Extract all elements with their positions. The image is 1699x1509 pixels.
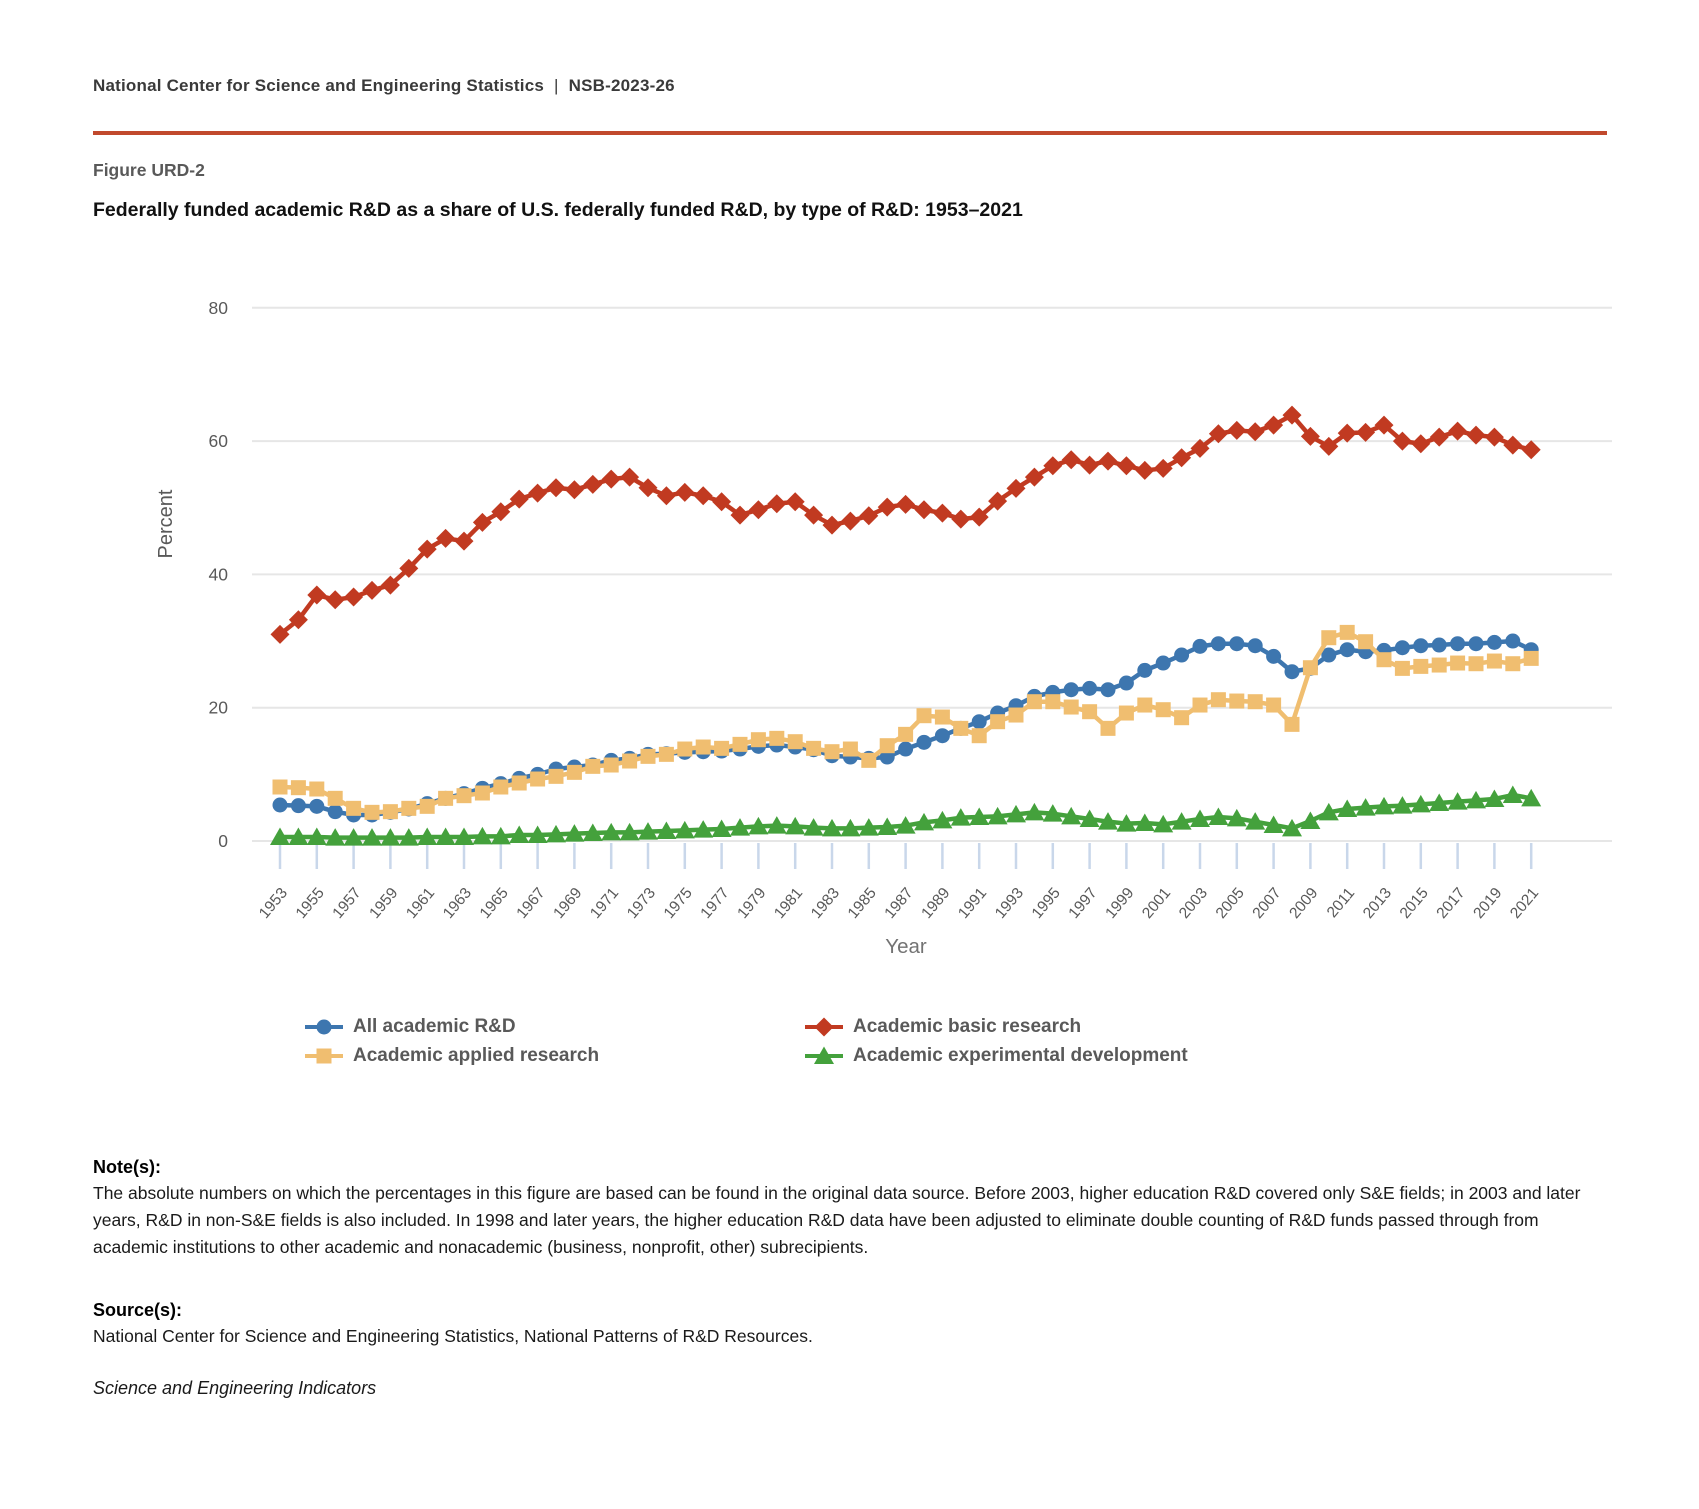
data-point-2019 xyxy=(1485,428,1504,447)
data-point-2006 xyxy=(1246,422,1265,441)
data-point-2006 xyxy=(1248,638,1263,653)
y-tick-label-0: 0 xyxy=(218,831,228,851)
y-tick-label-60: 60 xyxy=(208,431,228,452)
data-point-2015 xyxy=(1413,638,1428,653)
x-tick-label-1983: 1983 xyxy=(807,884,844,922)
data-point-1976 xyxy=(696,740,711,755)
data-point-2020 xyxy=(1503,436,1522,455)
data-point-2002 xyxy=(1174,648,1189,663)
data-point-1969 xyxy=(567,765,582,780)
x-tick-label-2013: 2013 xyxy=(1359,884,1396,922)
data-point-1984 xyxy=(841,512,860,531)
data-point-1971 xyxy=(604,758,619,773)
publication-footer: Science and Engineering Indicators xyxy=(93,1378,377,1398)
data-point-1997 xyxy=(1082,681,1097,696)
data-point-1972 xyxy=(622,754,637,769)
data-point-2015 xyxy=(1411,434,1430,453)
x-tick-label-1967: 1967 xyxy=(513,884,549,922)
data-point-1970 xyxy=(583,475,602,494)
x-tick-label-1961: 1961 xyxy=(403,884,439,922)
legend-marker xyxy=(317,1049,332,1064)
data-point-1997 xyxy=(1082,704,1097,719)
figure-title: Federally funded academic R&D as a share of U.S. federally funded R&D, by type of R&D: 1953–2021 xyxy=(93,199,1023,221)
legend-label: Academic experimental development xyxy=(853,1045,1188,1066)
legend-label: Academic basic research xyxy=(853,1016,1082,1037)
square-marker-icon xyxy=(303,1045,345,1067)
x-tick-label-1995: 1995 xyxy=(1028,884,1064,922)
x-tick-label-1977: 1977 xyxy=(697,884,733,922)
x-tick-label-1971: 1971 xyxy=(587,884,623,922)
data-point-2019 xyxy=(1487,654,1502,669)
x-tick-label-1981: 1981 xyxy=(771,884,807,922)
data-point-2013 xyxy=(1377,652,1392,667)
data-point-2009 xyxy=(1300,812,1320,830)
data-point-2015 xyxy=(1413,659,1428,674)
data-point-2021 xyxy=(1522,440,1541,459)
data-point-1953 xyxy=(273,798,288,813)
data-point-1997 xyxy=(1080,456,1099,475)
data-point-2009 xyxy=(1303,660,1318,675)
data-point-1956 xyxy=(328,791,343,806)
x-tick-label-1957: 1957 xyxy=(329,884,365,922)
data-point-2000 xyxy=(1135,461,1154,480)
data-point-2021 xyxy=(1524,651,1539,666)
data-point-1960 xyxy=(401,801,416,816)
notes-heading: Note(s): xyxy=(93,1157,161,1177)
data-point-1992 xyxy=(990,714,1005,729)
x-tick-label-1999: 1999 xyxy=(1102,884,1138,922)
data-point-1965 xyxy=(493,780,508,795)
data-point-1996 xyxy=(1062,450,1081,469)
data-point-1973 xyxy=(639,478,658,497)
data-point-2002 xyxy=(1174,710,1189,725)
data-point-1985 xyxy=(861,753,876,768)
legend-item-academic-experimental-development[interactable] xyxy=(803,1045,1188,1067)
data-point-2012 xyxy=(1356,423,1375,442)
x-tick-label-1985: 1985 xyxy=(844,884,880,922)
data-point-1962 xyxy=(436,529,455,548)
data-point-2008 xyxy=(1285,717,1300,732)
y-tick-label-40: 40 xyxy=(208,564,228,585)
data-point-1974 xyxy=(657,486,676,505)
data-point-1985 xyxy=(859,506,878,525)
notes-block xyxy=(93,1157,1613,1261)
x-tick-label-1997: 1997 xyxy=(1065,884,1101,922)
data-point-1963 xyxy=(457,788,472,803)
data-point-1990 xyxy=(951,510,970,529)
data-point-1968 xyxy=(549,769,564,784)
data-point-2011 xyxy=(1340,625,1355,640)
y-tick-label-80: 80 xyxy=(208,297,228,318)
data-point-1980 xyxy=(767,494,786,513)
data-point-2008 xyxy=(1285,664,1300,679)
data-point-1996 xyxy=(1064,700,1079,715)
data-point-1995 xyxy=(1045,694,1060,709)
series-line xyxy=(280,415,1531,634)
data-point-1957 xyxy=(346,801,361,816)
data-point-1983 xyxy=(823,516,842,535)
data-point-2016 xyxy=(1432,638,1447,653)
triangle-marker-icon xyxy=(803,1045,845,1067)
data-point-1988 xyxy=(917,708,932,723)
data-point-2000 xyxy=(1137,698,1152,713)
data-point-1984 xyxy=(843,742,858,757)
data-point-1973 xyxy=(641,749,656,764)
data-point-2017 xyxy=(1448,422,1467,441)
chart-legend xyxy=(303,1016,1188,1067)
data-point-1966 xyxy=(512,776,527,791)
data-point-2005 xyxy=(1229,694,1244,709)
x-tick-label-1993: 1993 xyxy=(991,884,1028,922)
data-point-1978 xyxy=(733,737,748,752)
data-point-1991 xyxy=(972,714,987,729)
data-point-1958 xyxy=(363,581,382,600)
data-point-1953 xyxy=(273,780,288,795)
data-point-1976 xyxy=(694,486,713,505)
data-point-1968 xyxy=(547,478,566,497)
data-point-1996 xyxy=(1064,682,1079,697)
header-report-id: NSB-2023-26 xyxy=(568,76,675,95)
data-point-2005 xyxy=(1229,636,1244,651)
data-point-1962 xyxy=(438,791,453,806)
data-point-2012 xyxy=(1358,634,1373,649)
data-point-1955 xyxy=(309,782,324,797)
header-org: National Center for Science and Engineering Statistics xyxy=(93,76,545,95)
x-axis-title: Year xyxy=(885,935,927,958)
data-point-1969 xyxy=(565,480,584,499)
sources-body: National Center for Science and Engineering Statistics, National Patterns of R&D Resources. xyxy=(93,1326,813,1346)
x-tick-label-2007: 2007 xyxy=(1249,884,1285,922)
legend-marker xyxy=(317,1020,332,1035)
x-tick-label-1955: 1955 xyxy=(292,884,328,922)
x-tick-label-2017: 2017 xyxy=(1433,884,1469,922)
data-point-1994 xyxy=(1027,694,1042,709)
legend-item-all-academic-r-d[interactable] xyxy=(303,1016,803,1038)
sources-heading: Source(s): xyxy=(93,1300,183,1320)
data-point-1979 xyxy=(751,732,766,747)
data-point-1975 xyxy=(677,742,692,757)
data-point-2006 xyxy=(1248,694,1263,709)
data-point-1955 xyxy=(309,799,324,814)
data-point-2003 xyxy=(1193,698,1208,713)
data-point-2000 xyxy=(1137,663,1152,678)
data-point-1998 xyxy=(1099,452,1118,471)
x-tick-label-1973: 1973 xyxy=(623,884,660,922)
data-point-1959 xyxy=(383,804,398,819)
data-point-1987 xyxy=(898,742,913,757)
x-tick-label-2003: 2003 xyxy=(1175,884,1212,922)
data-point-1998 xyxy=(1101,721,1116,736)
data-point-1987 xyxy=(898,727,913,742)
data-point-2020 xyxy=(1505,656,1520,671)
x-tick-label-1989: 1989 xyxy=(918,884,954,922)
data-point-2007 xyxy=(1266,649,1281,664)
series-line xyxy=(280,632,1531,812)
data-point-2019 xyxy=(1487,635,1502,650)
data-point-1989 xyxy=(935,728,950,743)
y-tick-label-20: 20 xyxy=(208,697,228,718)
data-point-1981 xyxy=(788,734,803,749)
x-tick-label-1963: 1963 xyxy=(439,884,476,922)
diamond-marker-icon xyxy=(803,1016,845,1038)
data-point-2001 xyxy=(1156,702,1171,717)
data-point-1958 xyxy=(365,805,380,820)
x-tick-label-2011: 2011 xyxy=(1323,884,1359,922)
data-point-2004 xyxy=(1211,636,1226,651)
data-point-1991 xyxy=(972,728,987,743)
x-tick-label-1969: 1969 xyxy=(550,884,586,922)
data-point-1977 xyxy=(714,741,729,756)
data-point-1999 xyxy=(1119,706,1134,721)
header-separator: | xyxy=(554,76,559,95)
x-tick-label-1979: 1979 xyxy=(734,884,770,922)
data-point-1964 xyxy=(475,786,490,801)
data-point-1974 xyxy=(659,747,674,762)
data-point-2014 xyxy=(1395,640,1410,655)
legend-label: Academic applied research xyxy=(353,1045,600,1066)
data-point-2018 xyxy=(1469,636,1484,651)
data-point-2016 xyxy=(1430,428,1449,447)
data-point-2004 xyxy=(1211,692,1226,707)
notes-body: The absolute numbers on which the percentages in this figure are based can be found in the original data source. Before 2003, higher education R&D covered only S&E fields; in 2003 and later years, R&D in non-S&E fields is also included. In 1998 and later years, the higher education R&D data have been adjusted to eliminate double counting of R&D funds passed through from academic institutions to other academic and nonacademic (business, nonprofit, other) subrecipients. xyxy=(93,1183,1581,1257)
data-point-1970 xyxy=(585,759,600,774)
figure-label: Figure URD-2 xyxy=(93,160,205,180)
data-point-2002 xyxy=(1172,448,1191,467)
data-point-1967 xyxy=(530,772,545,787)
x-tick-label-1987: 1987 xyxy=(881,884,917,922)
x-tick-label-1965: 1965 xyxy=(476,884,512,922)
data-point-2011 xyxy=(1340,642,1355,657)
data-point-1971 xyxy=(602,470,621,489)
data-point-1982 xyxy=(806,741,821,756)
data-point-1986 xyxy=(878,498,897,517)
data-point-1967 xyxy=(528,484,547,503)
data-point-1957 xyxy=(344,588,363,607)
y-axis-title: Percent xyxy=(155,489,177,559)
data-point-2016 xyxy=(1432,658,1447,673)
data-point-1954 xyxy=(291,780,306,795)
data-point-1998 xyxy=(1101,682,1116,697)
data-point-1979 xyxy=(749,500,768,519)
x-tick-label-2009: 2009 xyxy=(1286,884,1322,922)
x-tick-label-2019: 2019 xyxy=(1470,884,1506,922)
legend-label: All academic R&D xyxy=(353,1016,516,1037)
data-point-1986 xyxy=(880,738,895,753)
data-point-2010 xyxy=(1321,630,1336,645)
data-point-2017 xyxy=(1450,636,1465,651)
data-point-1988 xyxy=(917,735,932,750)
x-tick-label-1953: 1953 xyxy=(255,884,292,922)
data-point-1999 xyxy=(1117,456,1136,475)
x-tick-label-1959: 1959 xyxy=(366,884,402,922)
data-point-1975 xyxy=(675,483,694,502)
data-point-1999 xyxy=(1119,676,1134,691)
data-point-1983 xyxy=(825,744,840,759)
data-point-1980 xyxy=(769,731,784,746)
data-point-2020 xyxy=(1505,634,1520,649)
x-tick-label-1975: 1975 xyxy=(660,884,696,922)
data-point-2017 xyxy=(1450,656,1465,671)
data-point-2003 xyxy=(1193,639,1208,654)
x-tick-label-2021: 2021 xyxy=(1507,884,1543,922)
data-point-1988 xyxy=(915,500,934,519)
data-point-1954 xyxy=(291,798,306,813)
data-point-2001 xyxy=(1156,656,1171,671)
data-point-1956 xyxy=(326,590,345,609)
data-point-2018 xyxy=(1469,656,1484,671)
data-point-1989 xyxy=(933,504,952,523)
data-point-1956 xyxy=(328,804,343,819)
data-point-1990 xyxy=(953,721,968,736)
circle-marker-icon xyxy=(303,1016,345,1038)
data-point-2007 xyxy=(1264,416,1283,435)
data-point-1961 xyxy=(420,799,435,814)
data-point-1993 xyxy=(1009,708,1024,723)
x-tick-label-2005: 2005 xyxy=(1212,884,1248,922)
x-tick-label-1991: 1991 xyxy=(955,884,991,922)
data-point-2014 xyxy=(1395,661,1410,676)
data-point-1972 xyxy=(620,468,639,487)
sources-block xyxy=(93,1300,1613,1350)
legend-marker xyxy=(815,1018,834,1037)
data-point-2005 xyxy=(1227,421,1246,440)
legend-item-academic-basic-research[interactable] xyxy=(803,1016,1188,1038)
data-point-1987 xyxy=(896,495,915,514)
data-point-2001 xyxy=(1154,459,1173,478)
data-point-1989 xyxy=(935,710,950,725)
x-tick-label-2001: 2001 xyxy=(1139,884,1175,922)
x-tick-label-2015: 2015 xyxy=(1396,884,1432,922)
legend-item-academic-applied-research[interactable] xyxy=(303,1045,803,1067)
data-point-2007 xyxy=(1266,698,1281,713)
